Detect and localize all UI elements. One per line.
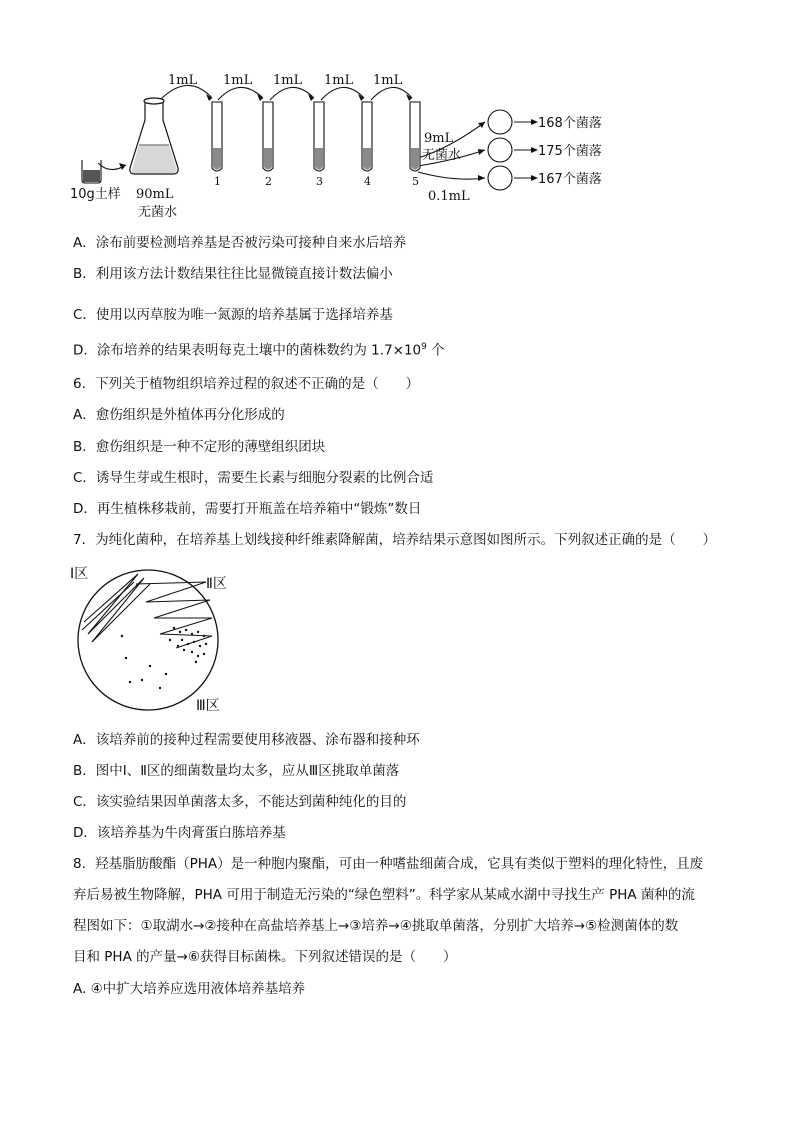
q7-stem: 7．为纯化菌种，在培养基上划线接种纤维素降解菌，培养结果示意图如图所示。下列叙述正确的是（ ） bbox=[73, 532, 717, 548]
region-2-label: Ⅱ区 bbox=[206, 576, 227, 592]
region-3-label: Ⅲ区 bbox=[196, 698, 220, 714]
transfer-label: 1mL bbox=[223, 73, 253, 88]
q8-stem-line-2: 弃后易被生物降解，PHA 可用于制造无污染的“绿色塑料”。科学家从某咸水湖中寻找生产 PHA 菌种的流 bbox=[73, 887, 695, 903]
test-tube-4 bbox=[362, 102, 372, 171]
q6-option-b: B．愈伤组织是一种不定形的薄壁组织团块 bbox=[73, 439, 326, 455]
q7-option-b: B．图中Ⅰ、Ⅱ区的细菌数量均太多，应从Ⅲ区挑取单菌落 bbox=[73, 763, 400, 779]
colony-result: 167个菌落 bbox=[538, 172, 602, 187]
transfer-arrow bbox=[321, 87, 364, 100]
petri-plate bbox=[488, 138, 512, 162]
q6-option-c: C．诱导生芽或生根时，需要生长素与细胞分裂素的比例合适 bbox=[73, 470, 434, 486]
plating-arrow bbox=[418, 172, 485, 179]
q5-option-d-text: D．涂布培养的结果表明每克土壤中的菌株数约为 1.7×10 bbox=[73, 342, 422, 359]
flask bbox=[130, 98, 178, 174]
test-tube-3 bbox=[314, 102, 324, 171]
q5-option-a: A．涂布前要检测培养基是否被污染可接种自来水后培养 bbox=[73, 235, 407, 251]
tube-number: 1 bbox=[214, 175, 221, 188]
plating-volume-label: 0.1mL bbox=[428, 189, 470, 204]
q8-stem-line-3: 程图如下：①取湖水→②接种在高盐培养基上→③培养→④挑取单菌落，分别扩大培养→⑤检测菌体的数 bbox=[73, 918, 679, 934]
flask-water-label: 无菌水 bbox=[138, 205, 178, 220]
q5-option-d-exponent: 9 bbox=[421, 342, 427, 352]
transfer-arrow bbox=[371, 87, 412, 100]
test-tube-2 bbox=[263, 102, 273, 171]
streak-plate-figure bbox=[66, 562, 246, 714]
q6-option-a: A．愈伤组织是外植体再分化形成的 bbox=[73, 407, 285, 423]
q7-option-d: D．该培养基为牛肉膏蛋白胨培养基 bbox=[73, 825, 286, 841]
transfer-label: 1mL bbox=[168, 73, 198, 88]
q5-option-d-unit: 个 bbox=[426, 342, 445, 359]
region-2-streaks bbox=[136, 582, 212, 648]
transfer-arrow bbox=[270, 87, 314, 100]
tube5-water-label: 无菌水 bbox=[422, 148, 462, 163]
colony-result: 175个菌落 bbox=[538, 144, 602, 159]
petri-dish bbox=[78, 570, 218, 710]
transfer-label: 1mL bbox=[373, 73, 403, 88]
q8-option-a: A. ④中扩大培养应选用液体培养基培养 bbox=[73, 981, 306, 997]
serial-dilution-figure bbox=[60, 60, 660, 225]
flask-volume-label: 90mL bbox=[136, 187, 174, 202]
q8-stem-line-4: 目和 PHA 的产量→⑥获得目标菌株。下列叙述错误的是（ ） bbox=[73, 949, 457, 965]
colony-result: 168个菌落 bbox=[538, 116, 602, 131]
petri-plate bbox=[488, 166, 512, 190]
petri-plate bbox=[488, 110, 512, 134]
q6-option-d: D．再生植株移栽前，需要打开瓶盖在培养箱中“锻炼”数日 bbox=[73, 501, 422, 517]
tube-number: 3 bbox=[316, 175, 323, 188]
tube-number: 5 bbox=[412, 175, 419, 188]
transfer-label: 1mL bbox=[273, 73, 303, 88]
tube-number: 2 bbox=[265, 175, 272, 188]
transfer-label: 1mL bbox=[324, 73, 354, 88]
tube5-volume-label: 9mL bbox=[424, 131, 454, 146]
region-1-label: Ⅰ区 bbox=[70, 566, 89, 582]
q5-option-c: C．使用以丙草胺为唯一氮源的培养基属于选择培养基 bbox=[73, 307, 393, 323]
q8-stem-line-1: 8．羟基脂肪酸酯（PHA）是一种胞内聚酯，可由一种嗜盐细菌合成，它具有类似于塑料的理化特性，且废 bbox=[73, 856, 704, 872]
q5-option-b: B．利用该方法计数结果往往比显微镜直接计数法偏小 bbox=[73, 266, 393, 282]
q7-option-a: A．该培养前的接种过程需要使用移液器、涂布器和接种环 bbox=[73, 732, 420, 748]
test-tube-1 bbox=[212, 102, 222, 171]
soil-sample-label: 10g土样 bbox=[70, 187, 121, 202]
transfer-arrow bbox=[218, 87, 263, 100]
region-3-colonies bbox=[121, 627, 207, 689]
test-tube-5 bbox=[410, 102, 420, 171]
q5-option-d bbox=[73, 338, 445, 360]
q7-option-c: C．该实验结果因单菌落太多，不能达到菌种纯化的目的 bbox=[73, 794, 407, 810]
q6-stem: 6．下列关于植物组织培养过程的叙述不正确的是（ ） bbox=[73, 376, 420, 392]
tube-number: 4 bbox=[364, 175, 371, 188]
